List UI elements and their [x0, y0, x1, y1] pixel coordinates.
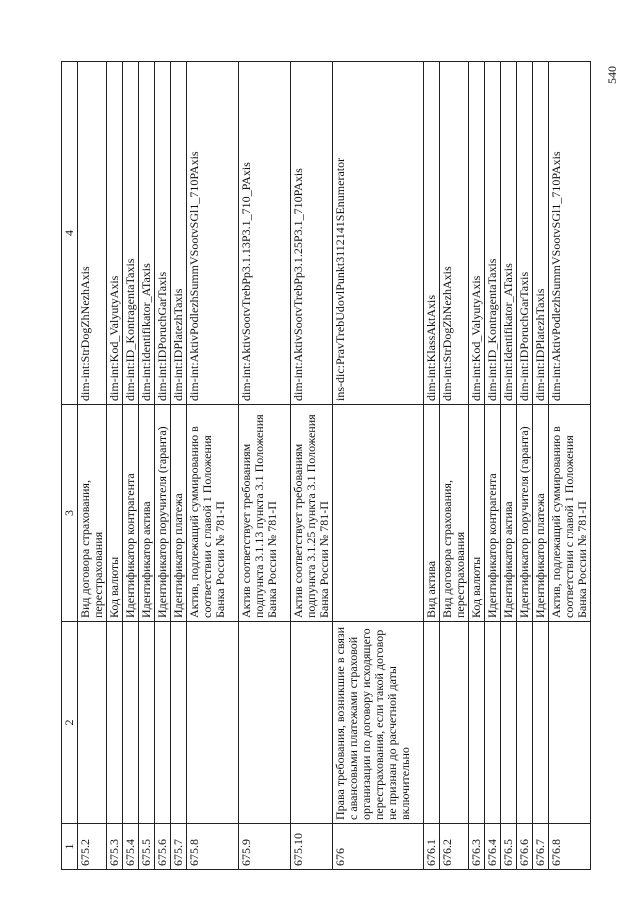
table-row [123, 62, 139, 870]
cell-num: 676.8 [549, 824, 591, 870]
table-row [171, 62, 187, 870]
table-row [440, 62, 469, 870]
cell-num: 676.1 [424, 824, 440, 870]
cell-label: Идентификатор актива [139, 405, 155, 622]
cell-label: Вид договора страхования, перестрахования [78, 405, 107, 622]
cell-code: dim-int:Identifikator_ATaxis [501, 62, 517, 405]
table-row [139, 62, 155, 870]
table-row [533, 62, 549, 870]
cell-code: ins-dic:PravTrebUdovlPunkt3112141SEnumerator [333, 62, 424, 405]
cell-label: Вид договора страхования, перестрахования [440, 405, 469, 622]
table-row [107, 62, 123, 870]
table-row [501, 62, 517, 870]
cell-desc [107, 622, 123, 824]
cell-code: dim-int:AktivPodlezhSummVSootvSGl1_710PAxis [549, 62, 591, 405]
cell-num: 676.5 [501, 824, 517, 870]
cell-desc [440, 622, 469, 824]
cell-code: dim-int:IDPlatezhTaxis [171, 62, 187, 405]
cell-label: Идентификатор платежа [171, 405, 187, 622]
cell-code: dim-int:KlassAktAxis [424, 62, 440, 405]
cell-desc [533, 622, 549, 824]
cell-desc [78, 622, 107, 824]
cell-desc [155, 622, 171, 824]
table-row [469, 62, 485, 870]
cell-label: Актив, подлежащий суммированию в соответствии с главой 1 Положения Банка России № 781-П [549, 405, 591, 622]
cell-label: Идентификатор актива [501, 405, 517, 622]
cell-desc [187, 622, 239, 824]
cell-desc [469, 622, 485, 824]
page-number: 540 [605, 66, 619, 84]
cell-code: dim-int:IDPlatezhTaxis [533, 62, 549, 405]
rotated-page [61, 62, 629, 870]
cell-desc: Права требования, возникшие в связи с авансовыми платежами страховой организации по договору исходящего перестрахования, если такой договор не признан до расчетной даты включительно [333, 622, 424, 824]
cell-num: 676.4 [485, 824, 501, 870]
table-row [333, 62, 424, 870]
cell-label: Идентификатор поручителя (гаранта) [155, 405, 171, 622]
table-row [517, 62, 533, 870]
table-row [78, 62, 107, 870]
cell-num: 675.9 [239, 824, 291, 870]
header-row [62, 62, 78, 870]
cell-code: dim-int:Kod_ValyutyAxis [107, 62, 123, 405]
cell-num: 676.2 [440, 824, 469, 870]
cell-num: 675.4 [123, 824, 139, 870]
cell-num: 675.5 [139, 824, 155, 870]
header-cell: 3 [62, 405, 78, 622]
cell-label: Идентификатор платежа [533, 405, 549, 622]
cell-code: dim-int:StrDogZhNezhAxis [78, 62, 107, 405]
cell-desc [291, 622, 333, 824]
cell-code: dim-int:AktivPodlezhSummVSootvSGl1_710PAxis [187, 62, 239, 405]
table-row [485, 62, 501, 870]
header-cell: 1 [62, 824, 78, 870]
table-row [291, 62, 333, 870]
cell-desc [424, 622, 440, 824]
cell-desc [517, 622, 533, 824]
cell-code: dim-int:IDPoruchGarTaxis [517, 62, 533, 405]
cell-code: dim-int:StrDogZhNezhAxis [440, 62, 469, 405]
cell-num: 676.7 [533, 824, 549, 870]
table-body [78, 62, 591, 870]
cell-num: 676.3 [469, 824, 485, 870]
cell-code: dim-int:Kod_ValyutyAxis [469, 62, 485, 405]
cell-num: 675.3 [107, 824, 123, 870]
cell-desc [171, 622, 187, 824]
header-cell: 2 [62, 622, 78, 824]
cell-desc [139, 622, 155, 824]
cell-label: Актив соответствует требованиям подпункта 3.1.25 пункта 3.1 Положения Банка России № 781-П [291, 405, 333, 622]
cell-desc [549, 622, 591, 824]
cell-code: dim-int:AktivSootvTrebPp3.1.13P3.1_710_PAxis [239, 62, 291, 405]
table-row [187, 62, 239, 870]
table-row [549, 62, 591, 870]
table-row [155, 62, 171, 870]
header-cell: 4 [62, 62, 78, 405]
data-table [61, 61, 591, 870]
cell-label: Идентификатор контрагента [123, 405, 139, 622]
cell-label: Идентификатор контрагента [485, 405, 501, 622]
cell-label: Код валюты [469, 405, 485, 622]
cell-desc [485, 622, 501, 824]
table-row [239, 62, 291, 870]
cell-num: 675.8 [187, 824, 239, 870]
cell-num: 675.7 [171, 824, 187, 870]
cell-desc [501, 622, 517, 824]
cell-label: Идентификатор поручителя (гаранта) [517, 405, 533, 622]
cell-desc [123, 622, 139, 824]
cell-num: 675.10 [291, 824, 333, 870]
table-row [424, 62, 440, 870]
cell-num: 676.6 [517, 824, 533, 870]
cell-code: dim-int:ID_KontragentaTaxis [123, 62, 139, 405]
cell-label: Код валюты [107, 405, 123, 622]
cell-num: 676 [333, 824, 424, 870]
cell-code: dim-int:ID_KontragentaTaxis [485, 62, 501, 405]
cell-label: Вид актива [424, 405, 440, 622]
cell-code: dim-int:IDPoruchGarTaxis [155, 62, 171, 405]
cell-label [333, 405, 424, 622]
cell-code: dim-int:Identifikator_ATaxis [139, 62, 155, 405]
cell-label: Актив соответствует требованиям подпункта 3.1.13 пункта 3.1 Положения Банка России № 781-П [239, 405, 291, 622]
cell-desc [239, 622, 291, 824]
cell-label: Актив, подлежащий суммированию в соответствии с главой 1 Положения Банка России № 781-П [187, 405, 239, 622]
cell-num: 675.2 [78, 824, 107, 870]
cell-code: dim-int:AktivSootvTrebPp3.1.25P3.1_710PAxis [291, 62, 333, 405]
cell-num: 675.6 [155, 824, 171, 870]
